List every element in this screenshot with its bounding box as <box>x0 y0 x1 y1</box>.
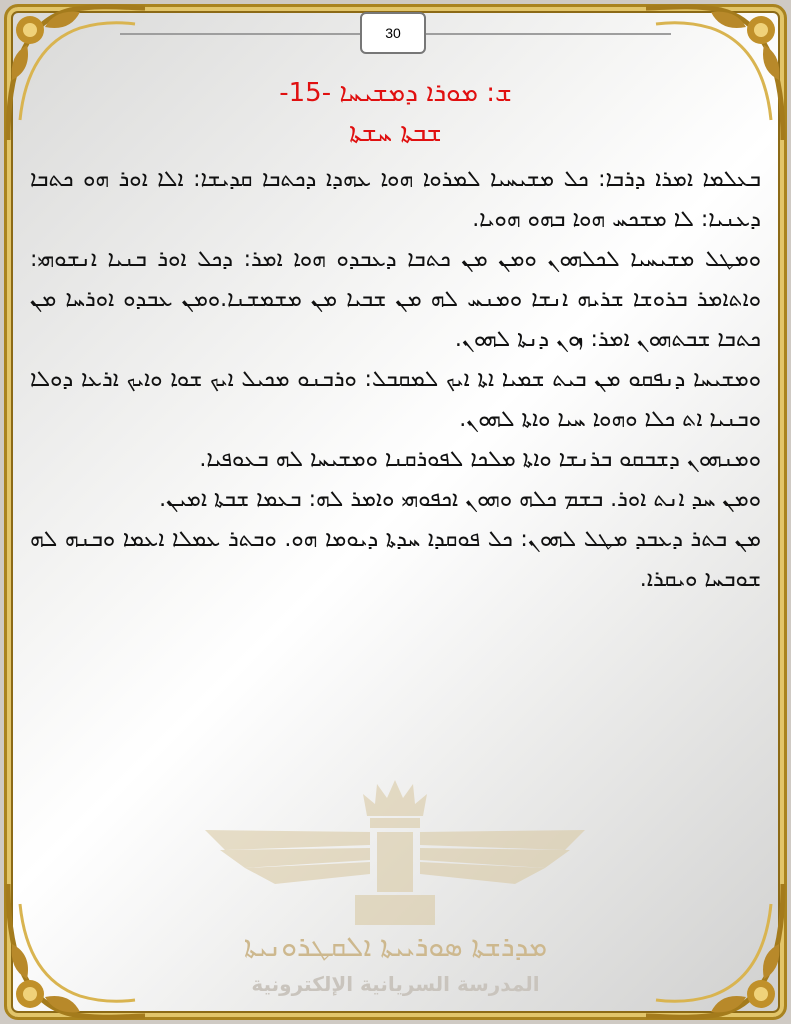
lesson-subtitle: ܫܒܬܐ ܚܫܬܐ <box>349 118 442 148</box>
winged-emblem-watermark <box>205 770 585 930</box>
paragraph: ܘܡܛܠ ܡܫܝܚܝܐ ܠܟܠܗܘܢ ܘܡܢ ܡܢ ܟܬܒܐ ܕܥܒܕܘ ܗܘܐ ܐܡܪ: ܕܟܠ ܐܘܪ ܒܢܝܐ ܐܢܫܘܗܝ: ܘܐܬܐܡܪ ܒܪܘܫܐ ܫܪܝܗ ܐܢܫܐ ܘܡܢܚ ܠܗ ܡܢ ܫܒܝܐ ܡܢ ܡܫܡܫܢܐ.ܘܡܢ ܥܒܕܘ ܐܘܪܚܐ ܡܢ ܟܬܒܐ ܫܒܬܗܘܢ ܐܡܪ: ܙܘܢ ܕܢܬܐ ܠܗܘܢ. <box>30 247 761 352</box>
paragraph: ܘܡܢܗܘܢ ܕܫܒܩܘ ܒܪܢܫܐ ܘܐܬܐ ܡܠܟܐ ܠܦܘܪܩܢܐ ܘܡܫܝܚܐ ܠܗ ܒܥܘܦܝܐ. <box>199 447 761 472</box>
paragraph: ܘܡܢ ܚܕ ܐܢܬ ܐܘܪ. ܒܫܡ ܟܠܗ ܘܗܘܢ ܐܟܦܘܗܝ ܘܐܡܪ ܠܗ: ܒܥܡܐ ܫܒܬܐ ܐܡܝܢ. <box>159 487 761 512</box>
paragraph: ܘܡܫܝܚܐ ܕܢܦܩܘ ܡܢ ܒܝܬ ܫܡܝܐ ܐܬܐ ܐܝܟ ܠܡܩܒܠ: ܘܪܒܢܘ ܡܟܝܠ ܐܝܟ ܫܘܐ ܘܐܝܟ ܐܪܥܐ ܕܘܠܐ ܘܒܢܝܐ ܐܬ ܟܠܐ ܘܗܘܐ ܚܝܐ ܘܐܬܐ ܠܗܘܢ. <box>30 367 761 432</box>
school-name-arabic-watermark: المدرسة السريانية الإلكترونية <box>251 972 540 996</box>
lesson-title: ܫ: ܡܘܪܐ ܕܡܫܝܚܐ -15- <box>279 78 512 108</box>
school-name-syriac-watermark: ܡܕܪܫܬܐ ܣܘܪܝܝܬܐ ܐܠܩܛܪܘܢܝܬܐ <box>243 930 548 963</box>
paragraph: ܒܥܠܡܐ ܐܡܪܐ ܕܪܒܐ: ܟܠ ܡܫܝܚܝܐ ܠܡܪܘܐ ܗܘܐ ܥܗܕܐ ܕܟܬܒܐ ܩܕܝܫܐ: ܐܠܐ ܐܘܪ ܗܘ ܟܬܒܐ ܕܥܢܝܐ: ܠܐ ܡܫܟܚ ܗܘܐ ܒܗܘ ܗܘܝܐ. <box>30 167 761 232</box>
body-text <box>30 160 761 600</box>
page-number: 30 <box>360 12 426 54</box>
paragraph: ܡܢ ܒܬܪ ܕܥܒܕ ܡܛܠ ܠܗܘܢ: ܟܠ ܦܘܩܕܐ ܚܕܬܐ ܕܝܘܡܐ ܗܘ. ܘܒܬܪ ܥܡܠܐ ܐܥܡܐ ܘܒܢܗ ܠܗ ܫܘܒܚܐ ܘܝܩܪܐ. <box>30 527 761 592</box>
